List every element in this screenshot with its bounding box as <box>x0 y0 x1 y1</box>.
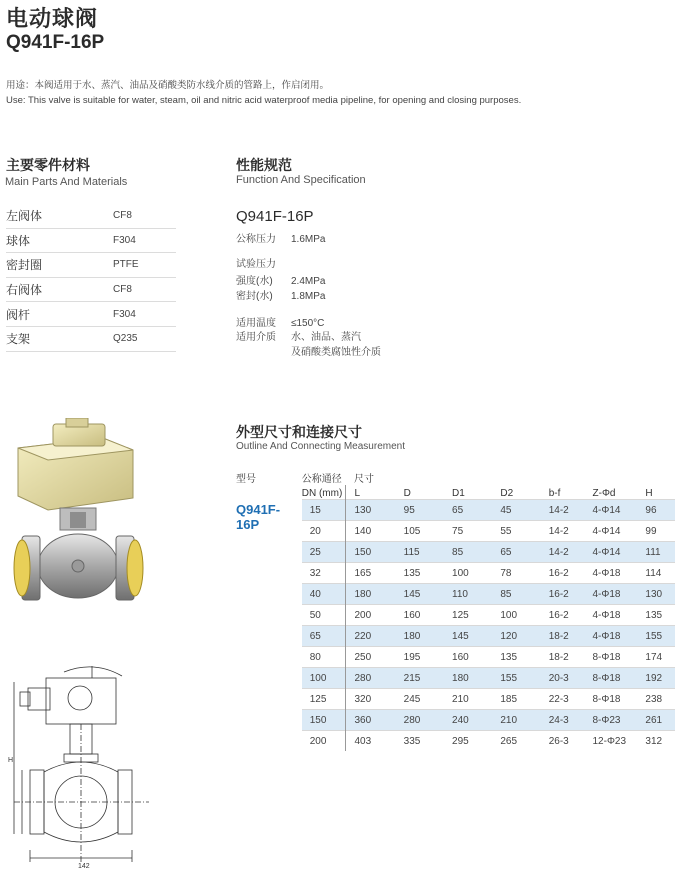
dimension-cell: 4-Φ18 <box>585 605 638 626</box>
dimension-cell: 20-3 <box>541 668 585 689</box>
dn-cell: 32 <box>302 563 346 584</box>
dimension-cell: 155 <box>492 668 540 689</box>
dimension-cell: 180 <box>396 626 444 647</box>
dimension-cell: 100 <box>492 605 540 626</box>
dimension-cell: 100 <box>444 563 492 584</box>
table-row <box>236 521 675 542</box>
dn-cell: 50 <box>302 605 346 626</box>
dimension-cell: 55 <box>492 521 540 542</box>
column-header: L <box>354 488 361 499</box>
medium-label: 适用介质 <box>236 332 276 343</box>
nominal-pressure-label: 公称压力 <box>236 234 276 245</box>
temperature-label: 适用温度 <box>236 318 276 329</box>
material-part-name: 右阀体 <box>6 277 113 302</box>
material-value: F304 <box>113 228 176 253</box>
product-model: Q941F-16P <box>6 32 105 53</box>
dimension-cell: 78 <box>492 563 540 584</box>
header-model: 型号 <box>236 474 256 485</box>
table-row <box>236 500 675 521</box>
dn-cell: 80 <box>302 647 346 668</box>
table-row <box>236 563 675 584</box>
temperature-value: ≤150°C <box>291 318 325 329</box>
dimension-cell: 195 <box>396 647 444 668</box>
dimension-cell: 185 <box>492 689 540 710</box>
column-header: b-f <box>548 488 561 499</box>
table-row <box>236 689 675 710</box>
seal-value: 1.8MPa <box>291 291 326 302</box>
material-row <box>6 302 176 327</box>
dimension-cell: 174 <box>637 647 675 668</box>
table-row <box>236 605 675 626</box>
dimension-cell: 120 <box>492 626 540 647</box>
dimension-cell: 4-Φ18 <box>585 563 638 584</box>
dimension-cell: 99 <box>637 521 675 542</box>
material-row <box>6 326 176 351</box>
dimension-cell: 16-2 <box>541 563 585 584</box>
header-nominal: 公称通径 <box>301 474 342 485</box>
dimension-cell: 145 <box>396 584 444 605</box>
material-row <box>6 228 176 253</box>
dimension-cell: 130 <box>637 584 675 605</box>
material-part-name: 球体 <box>6 228 113 253</box>
materials-title-en: Main Parts And Materials <box>5 176 128 188</box>
dn-cell: 15 <box>302 500 346 521</box>
dimension-cell: 8-Φ18 <box>585 668 638 689</box>
material-part-name: 左阀体 <box>6 204 113 228</box>
material-part-name: 阀杆 <box>6 302 113 327</box>
dimension-cell: 250 <box>346 647 396 668</box>
dimension-cell: 14-2 <box>541 500 585 521</box>
material-row <box>6 277 176 302</box>
dimension-cell: 403 <box>346 731 396 752</box>
table-row <box>236 647 675 668</box>
dimension-cell: 220 <box>346 626 396 647</box>
dimension-cell: 210 <box>492 710 540 731</box>
dimension-cell: 130 <box>346 500 396 521</box>
dimension-cell: 135 <box>396 563 444 584</box>
dimension-cell: 4-Φ18 <box>585 584 638 605</box>
material-value: F304 <box>113 302 176 327</box>
column-header: H <box>645 488 653 499</box>
dn-cell: 150 <box>302 710 346 731</box>
dimension-cell: 18-2 <box>541 626 585 647</box>
spec-title-en: Function And Specification <box>236 174 366 186</box>
table-row <box>236 710 675 731</box>
test-pressure-label: 试验压力 <box>236 259 276 270</box>
dimension-cell: 45 <box>492 500 540 521</box>
table-row <box>236 584 675 605</box>
dimensions-title-en: Outline And Connecting Measurement <box>236 441 405 452</box>
material-part-name: 密封圈 <box>6 253 113 278</box>
dimension-cell: 280 <box>346 668 396 689</box>
dimension-cell: 265 <box>492 731 540 752</box>
dimension-cell: 96 <box>637 500 675 521</box>
valve-technical-drawing <box>4 662 154 870</box>
dimensions-title-cn: 外型尺寸和连接尺寸 <box>236 424 362 440</box>
dimension-cell: 16-2 <box>541 605 585 626</box>
dimension-cell: 135 <box>492 647 540 668</box>
electric-ball-valve-photo <box>8 418 148 623</box>
spec-model: Q941F-16P <box>236 208 314 225</box>
material-value: CF8 <box>113 204 176 228</box>
column-header: Z-Φd <box>592 488 616 499</box>
dimension-cell: 105 <box>396 521 444 542</box>
dimension-cell: 150 <box>346 542 396 563</box>
dimension-cell: 16-2 <box>541 584 585 605</box>
usage-text-en: Use: This valve is suitable for water, steam, oil and nitric acid waterproof media pipeline, for opening and closing purposes. <box>6 95 522 106</box>
material-row <box>6 253 176 278</box>
strength-value: 2.4MPa <box>291 276 326 287</box>
dimension-cell: 4-Φ14 <box>585 500 638 521</box>
dimension-cell: 210 <box>444 689 492 710</box>
dimension-cell: 75 <box>444 521 492 542</box>
dimension-cell: 125 <box>444 605 492 626</box>
dimension-cell: 85 <box>444 542 492 563</box>
header-size: 尺寸 <box>353 474 374 485</box>
seal-label: 密封(水) <box>236 291 273 302</box>
dimension-cell: 115 <box>396 542 444 563</box>
table-row <box>236 668 675 689</box>
nominal-pressure-value: 1.6MPa <box>291 234 326 245</box>
drawing-label-h: H <box>8 757 14 764</box>
dimension-cell: 14-2 <box>541 521 585 542</box>
dn-cell: 40 <box>302 584 346 605</box>
dimension-cell: 180 <box>444 668 492 689</box>
column-header: D1 <box>452 488 465 499</box>
table-row <box>236 731 675 752</box>
dn-cell: 25 <box>302 542 346 563</box>
dimension-cell: 295 <box>444 731 492 752</box>
dimension-cell: 320 <box>346 689 396 710</box>
column-header: D <box>403 488 411 499</box>
dimension-cell: 335 <box>396 731 444 752</box>
dimension-cell: 238 <box>637 689 675 710</box>
dimension-cell: 145 <box>444 626 492 647</box>
dimension-cell: 160 <box>396 605 444 626</box>
dimension-cell: 18-2 <box>541 647 585 668</box>
table-row <box>236 542 675 563</box>
medium-value-2: 及硝酸类腐蚀性介质 <box>291 347 381 358</box>
medium-value-1: 水、油品、蒸汽 <box>291 332 361 343</box>
dimensions-table <box>236 470 675 751</box>
dimension-cell: 110 <box>444 584 492 605</box>
dimension-cell: 12-Φ23 <box>585 731 638 752</box>
dimension-cell: 65 <box>492 542 540 563</box>
usage-text-cn: 用途：本阀适用于水、蒸汽、油品及硝酸类防水线介质的管路上，作启闭用。 <box>6 80 330 91</box>
dimension-cell: 280 <box>396 710 444 731</box>
dimension-cell: 4-Φ14 <box>585 521 638 542</box>
dimension-cell: 261 <box>637 710 675 731</box>
materials-title-cn: 主要零件材料 <box>6 157 90 173</box>
materials-table <box>6 204 176 352</box>
dimension-cell: 165 <box>346 563 396 584</box>
dimension-cell: 4-Φ14 <box>585 542 638 563</box>
dimension-cell: 155 <box>637 626 675 647</box>
dimension-cell: 135 <box>637 605 675 626</box>
dimension-cell: 95 <box>396 500 444 521</box>
dn-cell: 20 <box>302 521 346 542</box>
page-title: 电动球阀 <box>6 6 99 31</box>
material-value: Q235 <box>113 326 176 351</box>
material-value: PTFE <box>113 253 176 278</box>
dimension-cell: 160 <box>444 647 492 668</box>
header-dn: DN (mm) <box>302 485 346 500</box>
material-value: CF8 <box>113 277 176 302</box>
dimension-cell: 245 <box>396 689 444 710</box>
dimension-cell: 200 <box>346 605 396 626</box>
material-part-name: 支架 <box>6 326 113 351</box>
dimension-cell: 14-2 <box>541 542 585 563</box>
dimension-cell: 4-Φ18 <box>585 626 638 647</box>
drawing-label-l: 142 <box>78 863 90 870</box>
spec-title-cn: 性能规范 <box>236 157 292 173</box>
dimension-cell: 140 <box>346 521 396 542</box>
dimension-cell: 26-3 <box>541 731 585 752</box>
table-row <box>236 626 675 647</box>
dimension-cell: 65 <box>444 500 492 521</box>
dimension-cell: 8-Φ18 <box>585 647 638 668</box>
dimension-cell: 114 <box>637 563 675 584</box>
dimension-cell: 22-3 <box>541 689 585 710</box>
dn-cell: 125 <box>302 689 346 710</box>
material-row <box>6 204 176 228</box>
dimension-cell: 360 <box>346 710 396 731</box>
column-header: D2 <box>500 488 514 499</box>
dimension-cell: 85 <box>492 584 540 605</box>
strength-label: 强度(水) <box>236 276 273 287</box>
dn-cell: 65 <box>302 626 346 647</box>
dimension-cell: 111 <box>637 542 675 563</box>
dimension-cell: 8-Φ18 <box>585 689 638 710</box>
dimension-cell: 215 <box>396 668 444 689</box>
dimension-cell: 240 <box>444 710 492 731</box>
dimension-cell: 312 <box>637 731 675 752</box>
dn-cell: 100 <box>302 668 346 689</box>
dimension-cell: 192 <box>637 668 675 689</box>
dimension-cell: 8-Φ23 <box>585 710 638 731</box>
dimension-cell: 24-3 <box>541 710 585 731</box>
table-model: Q941F-16P <box>236 501 281 532</box>
dn-cell: 200 <box>302 731 346 752</box>
dimension-cell: 180 <box>346 584 396 605</box>
